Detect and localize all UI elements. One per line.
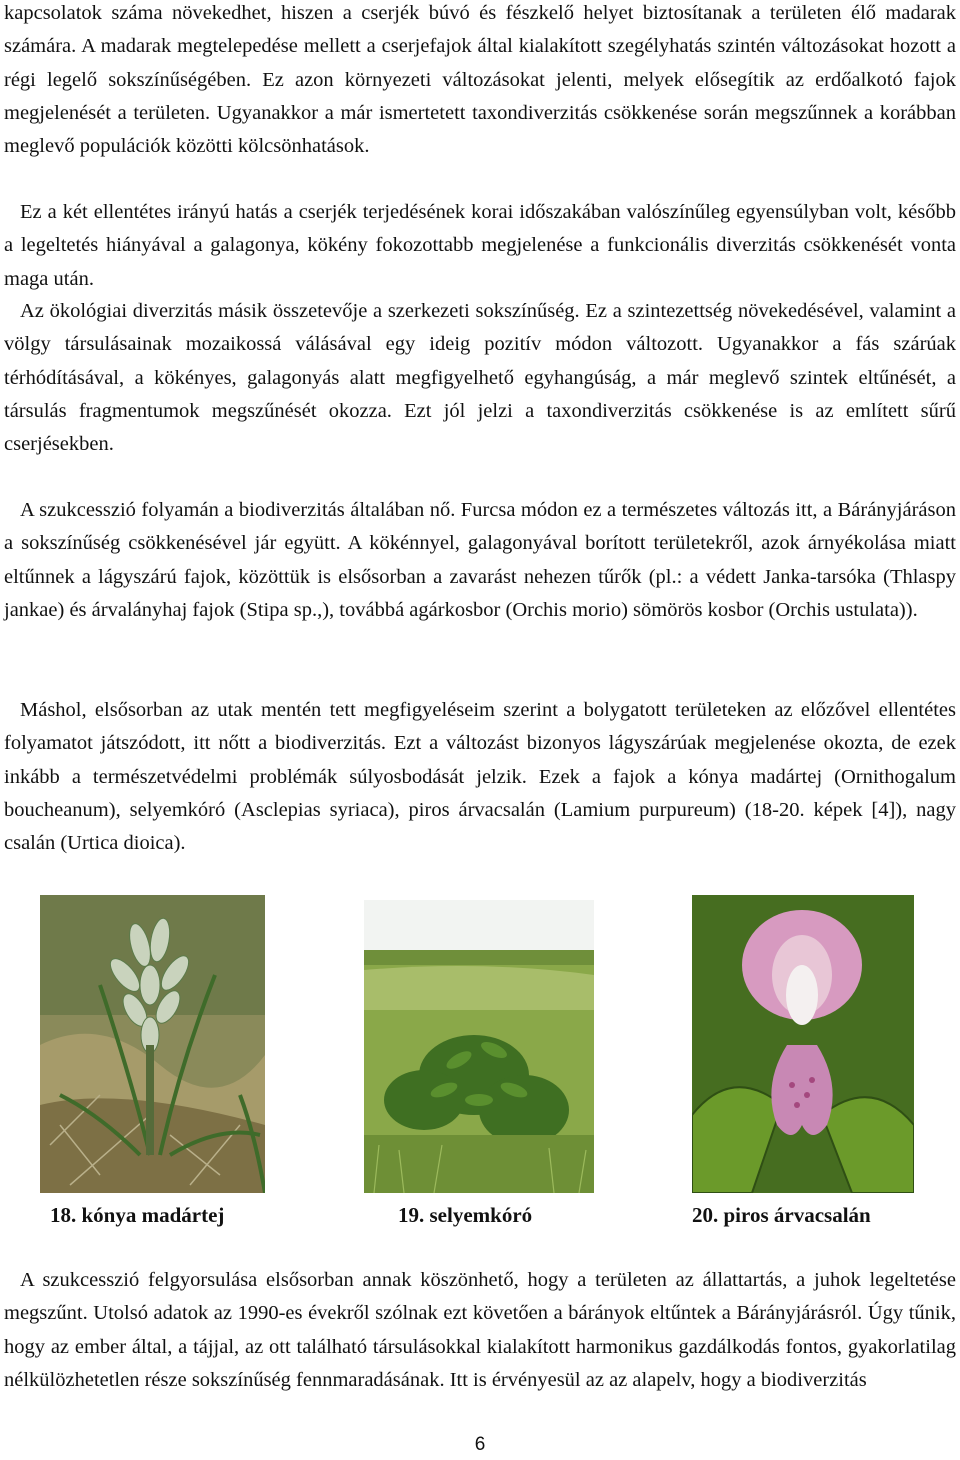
lamium-flower-photo [692, 895, 914, 1193]
page-number: 6 [474, 1434, 486, 1455]
paragraph-1: kapcsolatok száma növekedhet, hiszen a cserjék búvó és fészkelő helyet biztosítanak a területen élő madarak számára. A madarak megtelepedése mellett a cserjefajok által kialakított szegélyhatás szintén változásokat hozott a régi legelő sokszínűségében. Ez azon környezeti változásokat jelenti, melyek elősegítik az erdőalkotó fajok megjelenését a területen. Ugyanakkor a már ismertetett taxondiverzitás csökkenése során megszűnnek a korábban meglevő populációk közötti kölcsönhatások. [4, 2, 956, 158]
figure-caption-19: 19. selyemkóró [398, 1203, 533, 1227]
paragraph-3: Az ökológiai diverzitás másik összetevője a szerkezeti sokszínűség. Ez a szintezettség növekedésével, valamint a völgy társulásainak mozaikossá válásával egy ideig pozitív módon változott. Ugyanakkor a fás szárúak térhódításával, a kökényes, galagonyás alatt megfigyelhető egyhangúság, a már meglevő szintek eltűnését, a társulás fragmentumok megszűnését okozza. Ezt jól jelzi a taxondiverzitás csökkenése is az említett sűrű cserjésekben. [4, 300, 956, 456]
paragraph-6: A szukcesszió felgyorsulása elsősorban annak köszönhető, hogy a területen az állattartás, a juhok legeltetése megszűnt. Utolsó adatok az 1990-es évekről szólnak ezt követően a bárányok eltűntek a Bárányjárásról. Úgy tűnik, hogy az ember által, a tájjal, az ott található társulásokkal kialakított harmonikus gazdálkodás fontos, gyakorlatilag nélkülözhetetlen része sokszínűség fennmaradásának. Itt is érvényesül az az alapelv, hogy a biodiverzitás [4, 1269, 956, 1391]
figure-caption-20: 20. piros árvacsalán [692, 1203, 871, 1227]
paragraph-2: Ez a két ellentétes irányú hatás a cserjék terjedésének korai időszakában valószínűleg egyensúlyban volt, később a legeltetés hiányával a galagonya, kökény fokozottabb megjelenése a funkcionális diverzitás csökkenését vonta maga után. [4, 201, 956, 290]
figure-caption-18: 18. kónya madártej [50, 1203, 225, 1227]
paragraph-5: Máshol, elsősorban az utak mentén tett megfigyeléseim szerint a bolygatott területeken az előzővel ellentétes folyamatot játszódott, itt nőtt a biodiverzitás. Ezt a változást bizonyos lágyszárúak megjelenése okozta, de ezek inkább a természetvédelmi problémák súlyosbodását jelzik. Ezek a fajok a kónya madártej (Ornithogalum boucheanum), selyemkóró (Asclepias syriaca), piros árvacsalán (Lamium purpureum) (18-20. képek [4]), nagy csalán (Urtica dioica). [4, 699, 956, 855]
paragraph-4: A szukcesszió folyamán a biodiverzitás általában nő. Furcsa módon ez a természetes változás itt, a Bárányjáráson a sokszínűség csökkenésével jár együtt. A kökénnyel, galagonyával borított területekről, azok árnyékolása miatt eltűnnek a lágyszárú fajok, közöttük is elsősorban a zavarást nehezen tűrők (pl.: a védett Janka-tarsóka (Thlaspy jankae) és árvalányhaj fajok (Stipa sp.,), továbbá agárkosbor (Orchis morio) sömörös kosbor (Orchis ustulata)). [4, 499, 956, 621]
ornithogalum-photo [40, 895, 265, 1193]
meadow-photo [364, 900, 594, 1193]
